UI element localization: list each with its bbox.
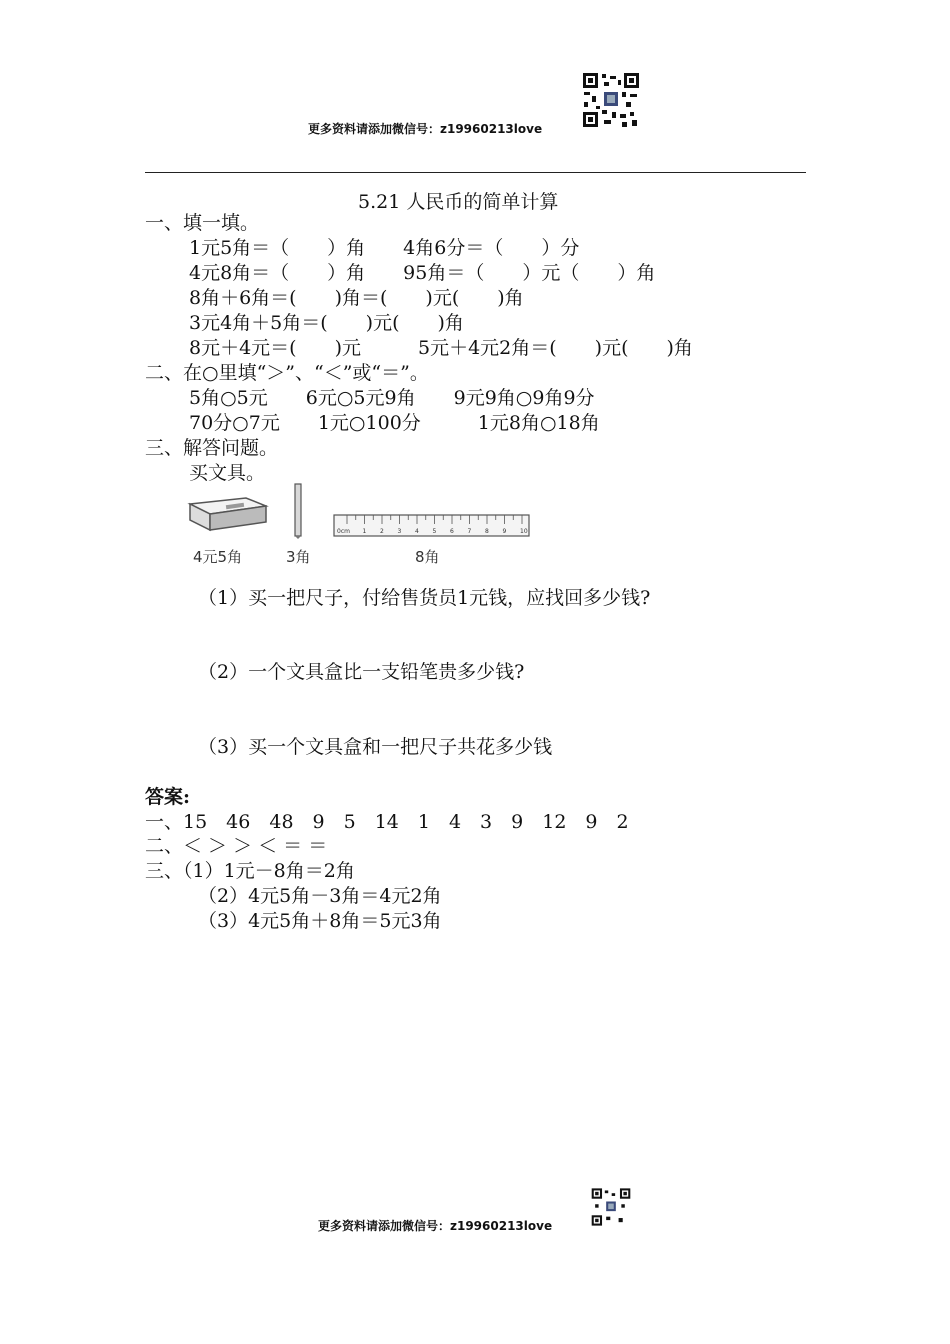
section2-line: 5角○5元 6元○5元9角 9元9角○9角9分 (189, 387, 595, 409)
question-2: （2）一个文具盒比一支铅笔贵多少钱? (198, 661, 525, 683)
ruler-number-label: 4 (415, 528, 419, 535)
price-label-pencil: 3角 (286, 548, 311, 566)
ruler-number-label: 10 (520, 528, 528, 535)
price-label-ruler: 8角 (415, 548, 440, 566)
ruler-number-label: 5 (432, 528, 437, 535)
ruler-number-label: 9 (502, 528, 507, 535)
header-contact: 更多资料请添加微信号：z19960213love (308, 122, 543, 136)
answer-line-5: （3）4元5角＋8角＝5元3角 (198, 910, 442, 932)
section3-heading: 三、解答问题。 (145, 437, 279, 459)
ruler-number-label: 1 (362, 528, 367, 535)
section1-line: 3元4角＋5角＝( )元( )角 (189, 312, 464, 334)
answer-line-3: 三、（1）1元－8角＝2角 (145, 860, 355, 882)
section1-line: 8元＋4元＝( )元 5元＋4元2角＝( )元( )角 (189, 337, 693, 359)
section1-line: 4元8角＝（ ）角 95角＝（ ）元（ ）角 (189, 262, 656, 284)
ruler-illustration (333, 514, 531, 538)
qr-code-icon (582, 72, 640, 128)
ruler-number-label: 8 (485, 528, 489, 535)
page-title: 5.21 人民币的简单计算 (358, 191, 559, 213)
question-1: （1）买一把尺子，付给售货员1元钱，应找回多少钱? (198, 587, 651, 609)
answers-heading: 答案: (145, 786, 191, 808)
footer-contact: 更多资料请添加微信号：z19960213love (318, 1219, 553, 1233)
ruler-number-label: 7 (467, 528, 472, 535)
section1-line: 8角＋6角＝( )角＝( )元( )角 (189, 287, 524, 309)
answer-line-4: （2）4元5角－3角＝4元2角 (198, 885, 442, 907)
price-label-box: 4元5角 (193, 548, 243, 566)
question-3: （3）买一个文具盒和一把尺子共花多少钱 (198, 736, 553, 758)
section1-line: 1元5角＝（ ）角 4角6分＝（ ）分 (189, 237, 580, 259)
ruler-number-label: 6 (450, 528, 454, 535)
ruler-number-label: 2 (380, 528, 384, 535)
section3-subheading: 买文具。 (189, 462, 266, 484)
answer-line-1: 一、15 46 48 9 5 14 1 4 3 9 12 9 2 (145, 811, 629, 833)
pencil-illustration (291, 482, 305, 540)
answer-line-2: 二、＜ ＞ ＞ ＜ ＝ ＝ (145, 835, 328, 857)
section2-heading: 二、在○里填“＞”、“＜”或“＝”。 (145, 362, 429, 384)
qr-code-icon (591, 1187, 631, 1227)
section1-heading: 一、填一填。 (145, 212, 260, 234)
ruler-unit-label: 0cm (337, 528, 350, 535)
ruler-number-label: 3 (397, 528, 402, 535)
header-divider (145, 172, 806, 173)
section2-line: 70分○7元 1元○100分 1元8角○18角 (189, 412, 600, 434)
